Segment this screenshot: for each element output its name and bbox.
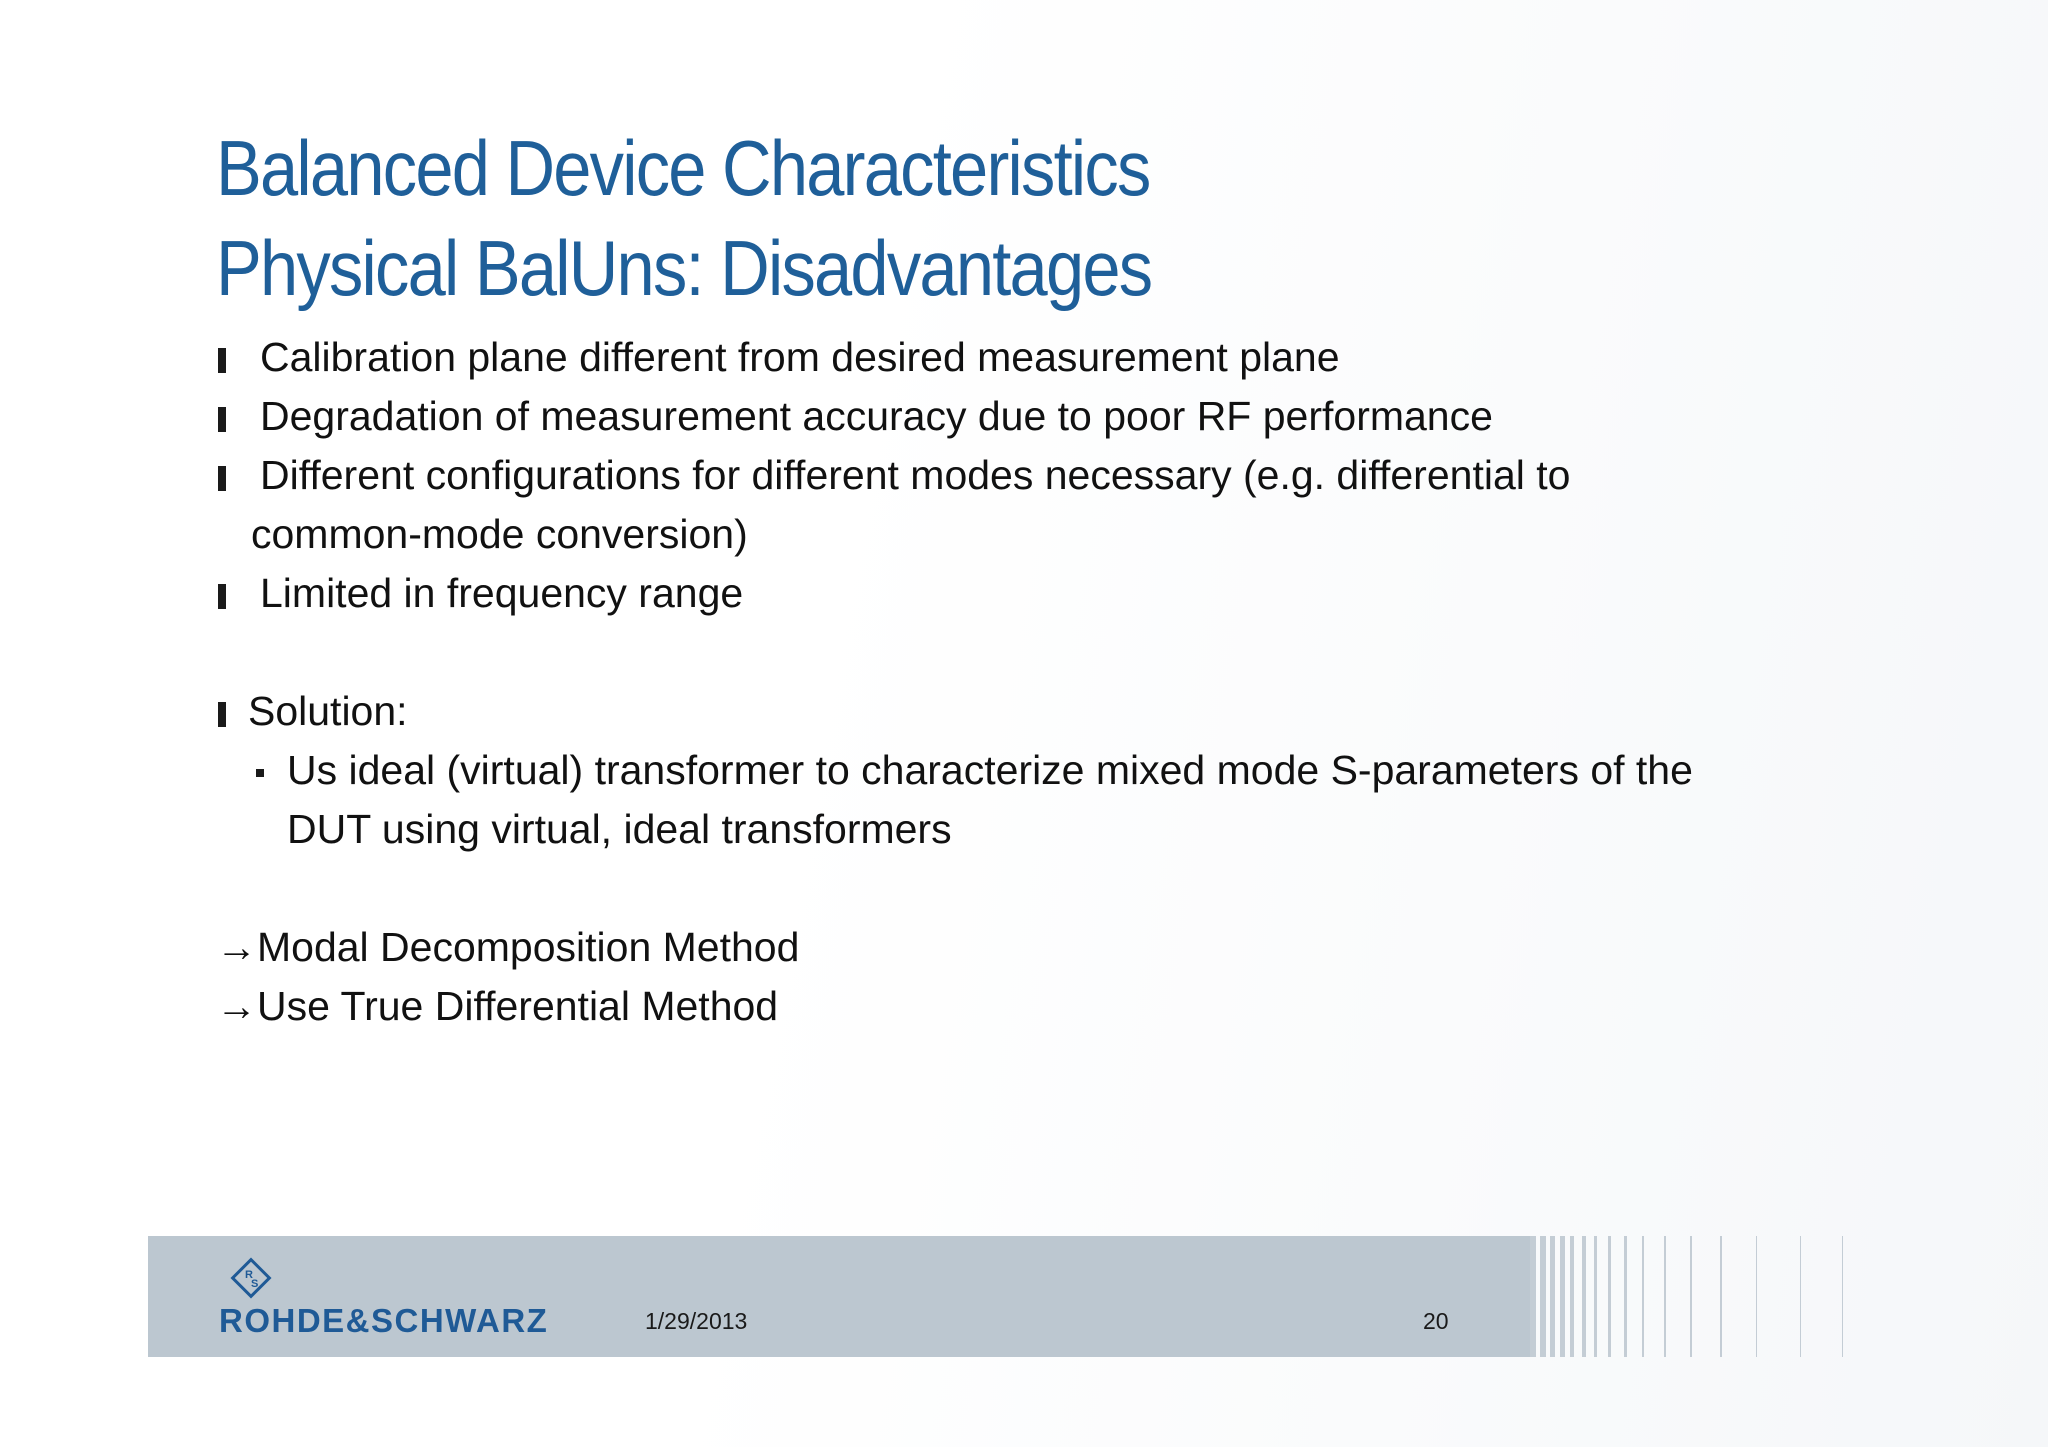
solution-label: Solution:: [248, 688, 408, 734]
rohde-schwarz-logo: [219, 1256, 609, 1346]
footer-stripes: [1530, 1236, 1850, 1357]
solution-item: [216, 682, 408, 741]
slide-title-line-2: Physical BalUns: Disadvantages: [216, 224, 1152, 312]
stripe: [1690, 1236, 1692, 1357]
rs-diamond-icon: [229, 1256, 273, 1300]
sub-bullet-continuation: DUT using virtual, ideal transformers: [287, 806, 952, 852]
bullet-text: Degradation of measurement accuracy due to poor RF performance: [260, 393, 1493, 439]
conclusion-text: Modal Decomposition Method: [257, 924, 800, 970]
bullet-marker: [218, 702, 226, 727]
stripe: [1550, 1236, 1555, 1357]
bullet-item: [216, 564, 743, 623]
stripe: [1720, 1236, 1722, 1357]
bullet-marker: [218, 407, 226, 432]
logo-mark-letter: S: [251, 1278, 259, 1290]
bullet-text: Limited in frequency range: [260, 570, 744, 616]
arrow-right-icon: →: [216, 924, 257, 970]
stripe: [1664, 1236, 1666, 1357]
conclusion-item: [216, 918, 799, 977]
bullet-marker: [218, 466, 226, 491]
bullet-text: Different configurations for different modes necessary (e.g. differential to: [260, 452, 1571, 498]
stripe: [1530, 1236, 1536, 1357]
footer-date: 1/29/2013: [645, 1308, 748, 1334]
stripe: [1570, 1236, 1574, 1357]
bullet-item: [216, 387, 1493, 446]
sub-bullet-marker: [256, 769, 264, 777]
bullet-item: [216, 446, 1570, 505]
bullet-marker: [218, 348, 226, 373]
bullet-item: [216, 328, 1340, 387]
stripe: [1756, 1236, 1757, 1357]
bullet-continuation: common-mode conversion): [251, 511, 748, 557]
logo-text: ROHDE&SCHWARZ: [219, 1302, 549, 1339]
stripe: [1608, 1236, 1611, 1357]
page-number: 20: [1423, 1308, 1449, 1334]
logo-mark-letter: R: [245, 1269, 253, 1281]
conclusion-item: [216, 977, 778, 1036]
bullet-text: Calibration plane different from desired measurement plane: [260, 334, 1340, 380]
stripe: [1594, 1236, 1597, 1357]
stripe: [1560, 1236, 1565, 1357]
sub-bullet-text: Us ideal (virtual) transformer to characterize mixed mode S-parameters of the: [287, 747, 1693, 793]
arrow-right-icon: →: [216, 983, 257, 1029]
bullet-marker: [218, 584, 226, 609]
stripe: [1842, 1236, 1843, 1357]
stripe: [1624, 1236, 1627, 1357]
conclusion-text: Use True Differential Method: [257, 983, 779, 1029]
stripe: [1540, 1236, 1546, 1357]
slide-title-line-1: Balanced Device Characteristics: [216, 124, 1150, 212]
stripe: [1582, 1236, 1586, 1357]
slide-title: [216, 118, 1151, 318]
stripe: [1642, 1236, 1644, 1357]
stripe: [1800, 1236, 1801, 1357]
sub-bullet-item: [256, 741, 1693, 800]
